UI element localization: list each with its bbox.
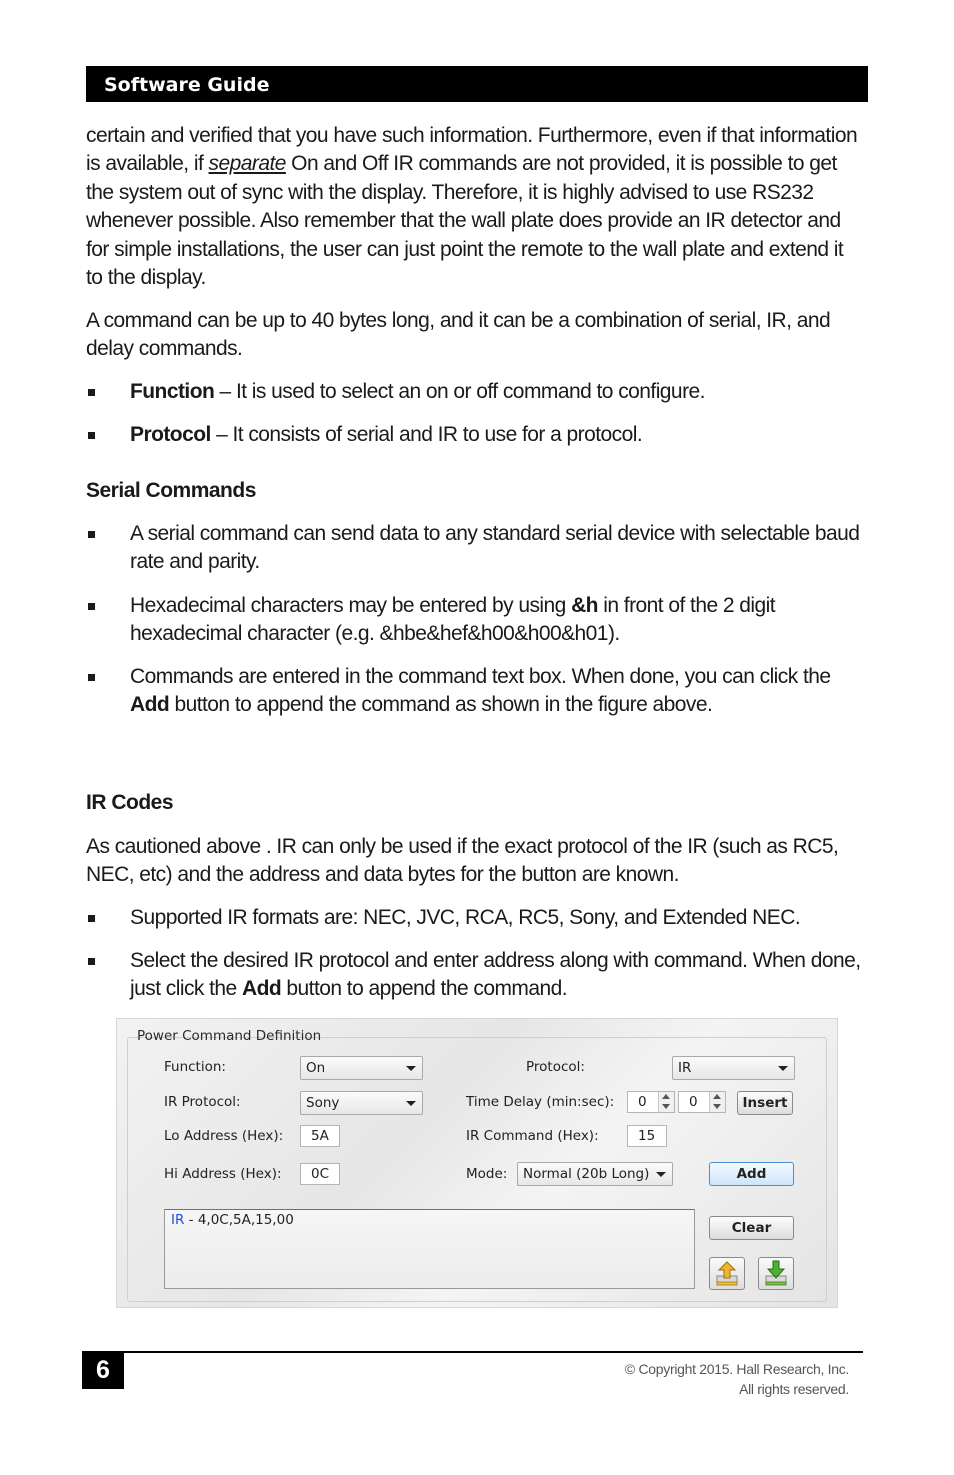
footer-rule bbox=[82, 1351, 863, 1353]
chevron-down-icon bbox=[778, 1066, 788, 1071]
mode-label: Mode: bbox=[466, 1166, 508, 1182]
bullet-marker bbox=[88, 915, 95, 922]
chevron-down-icon bbox=[406, 1066, 416, 1071]
group-title: Power Command Definition bbox=[137, 1028, 322, 1044]
spinner-buttons[interactable] bbox=[709, 1092, 725, 1112]
bullet-marker bbox=[88, 674, 95, 681]
upload-button[interactable] bbox=[709, 1257, 745, 1290]
chevron-down-icon bbox=[656, 1172, 666, 1177]
hi-address-label: Hi Address (Hex): bbox=[164, 1166, 282, 1182]
upload-icon bbox=[710, 1258, 744, 1289]
clear-button[interactable]: Clear bbox=[709, 1216, 794, 1240]
bullet-ir-1: Supported IR formats are: NEC, JVC, RCA, RC5, Sony, and Extended NEC. bbox=[86, 904, 862, 932]
list-item[interactable]: IR - 4,0C,5A,15,00 bbox=[171, 1212, 294, 1228]
time-delay-seconds[interactable]: 0 bbox=[678, 1091, 726, 1113]
intro-paragraph: certain and verified that you have such information. Furthermore, even if that information is available, if separate On and Off IR commands are not provided, it is possible to get the system out of sync with the display. Therefore, it is highly advised to use RS232 whenever possible. Also remember that the wall plate does provide an IR detector and for simple installations, the user can just point the remote to the wall plate and extend it to the display. bbox=[86, 124, 858, 290]
function-select[interactable]: On bbox=[300, 1056, 423, 1080]
add-button[interactable]: Add bbox=[709, 1162, 794, 1186]
command-list[interactable] bbox=[164, 1209, 695, 1289]
bullet-marker bbox=[88, 531, 95, 538]
bullet-marker bbox=[88, 432, 95, 439]
spinner-buttons[interactable] bbox=[658, 1092, 674, 1112]
ir-command-label: IR Command (Hex): bbox=[466, 1128, 599, 1144]
ir-protocol-select[interactable]: Sony bbox=[300, 1091, 423, 1115]
download-button[interactable] bbox=[758, 1257, 794, 1290]
function-label: Function: bbox=[164, 1059, 226, 1075]
bullet-serial-1: A serial command can send data to any standard serial device with selectable baud rate and parity. bbox=[86, 520, 862, 577]
time-delay-minutes[interactable]: 0 bbox=[627, 1091, 675, 1113]
bullet-function: Function – It is used to select an on or off command to configure. bbox=[86, 378, 862, 406]
bullet-ir-2: Select the desired IR protocol and enter address along with command. When done, just click the Add button to append the command. bbox=[86, 947, 862, 1004]
copyright-notice: © Copyright 2015. Hall Research, Inc. All rights reserved. bbox=[624, 1361, 849, 1397]
download-icon bbox=[759, 1258, 793, 1289]
serial-commands-heading: Serial Commands bbox=[86, 479, 256, 502]
arrow-down-icon bbox=[662, 1104, 670, 1109]
lo-address-label: Lo Address (Hex): bbox=[164, 1128, 284, 1144]
time-delay-label: Time Delay (min:sec): bbox=[466, 1094, 615, 1110]
bullet-serial-2: Hexadecimal characters may be entered by using &h in front of the 2 digit hexadecimal character (e.g. &hbe&hef&h00&h00&h01). bbox=[86, 592, 862, 649]
insert-button[interactable]: Insert bbox=[737, 1091, 793, 1115]
arrow-up-icon bbox=[713, 1094, 721, 1099]
ir-protocol-label: IR Protocol: bbox=[164, 1094, 241, 1110]
arrow-down-icon bbox=[713, 1104, 721, 1109]
emphasis-separate: separate bbox=[208, 152, 286, 176]
command-length-paragraph: A command can be up to 40 bytes long, and it can be a combination of serial, IR, and delay commands. bbox=[86, 309, 831, 361]
bullet-marker bbox=[88, 389, 95, 396]
power-command-dialog bbox=[116, 1018, 838, 1308]
ir-caution-paragraph: As cautioned above . IR can only be used if the exact protocol of the IR (such as RC5, NEC, etc) and the address and data bytes for the button are known. bbox=[86, 835, 839, 887]
page-number: 6 bbox=[82, 1351, 124, 1389]
bullet-serial-3: Commands are entered in the command text box. When done, you can click the Add button to append the command as shown in the figure above. bbox=[86, 663, 862, 720]
protocol-label: Protocol: bbox=[526, 1059, 585, 1075]
lo-address-input[interactable]: 5A bbox=[300, 1125, 340, 1147]
bullet-marker bbox=[88, 958, 95, 965]
section-header: Software Guide bbox=[86, 66, 868, 102]
bullet-marker bbox=[88, 603, 95, 610]
ir-command-input[interactable]: 15 bbox=[627, 1125, 667, 1147]
arrow-up-icon bbox=[662, 1094, 670, 1099]
mode-select[interactable]: Normal (20b Long) bbox=[517, 1162, 673, 1186]
chevron-down-icon bbox=[406, 1101, 416, 1106]
protocol-select[interactable]: IR bbox=[672, 1056, 795, 1080]
bullet-protocol: Protocol – It consists of serial and IR to use for a protocol. bbox=[86, 421, 862, 449]
ir-codes-heading: IR Codes bbox=[86, 791, 174, 814]
hi-address-input[interactable]: 0C bbox=[300, 1163, 340, 1185]
